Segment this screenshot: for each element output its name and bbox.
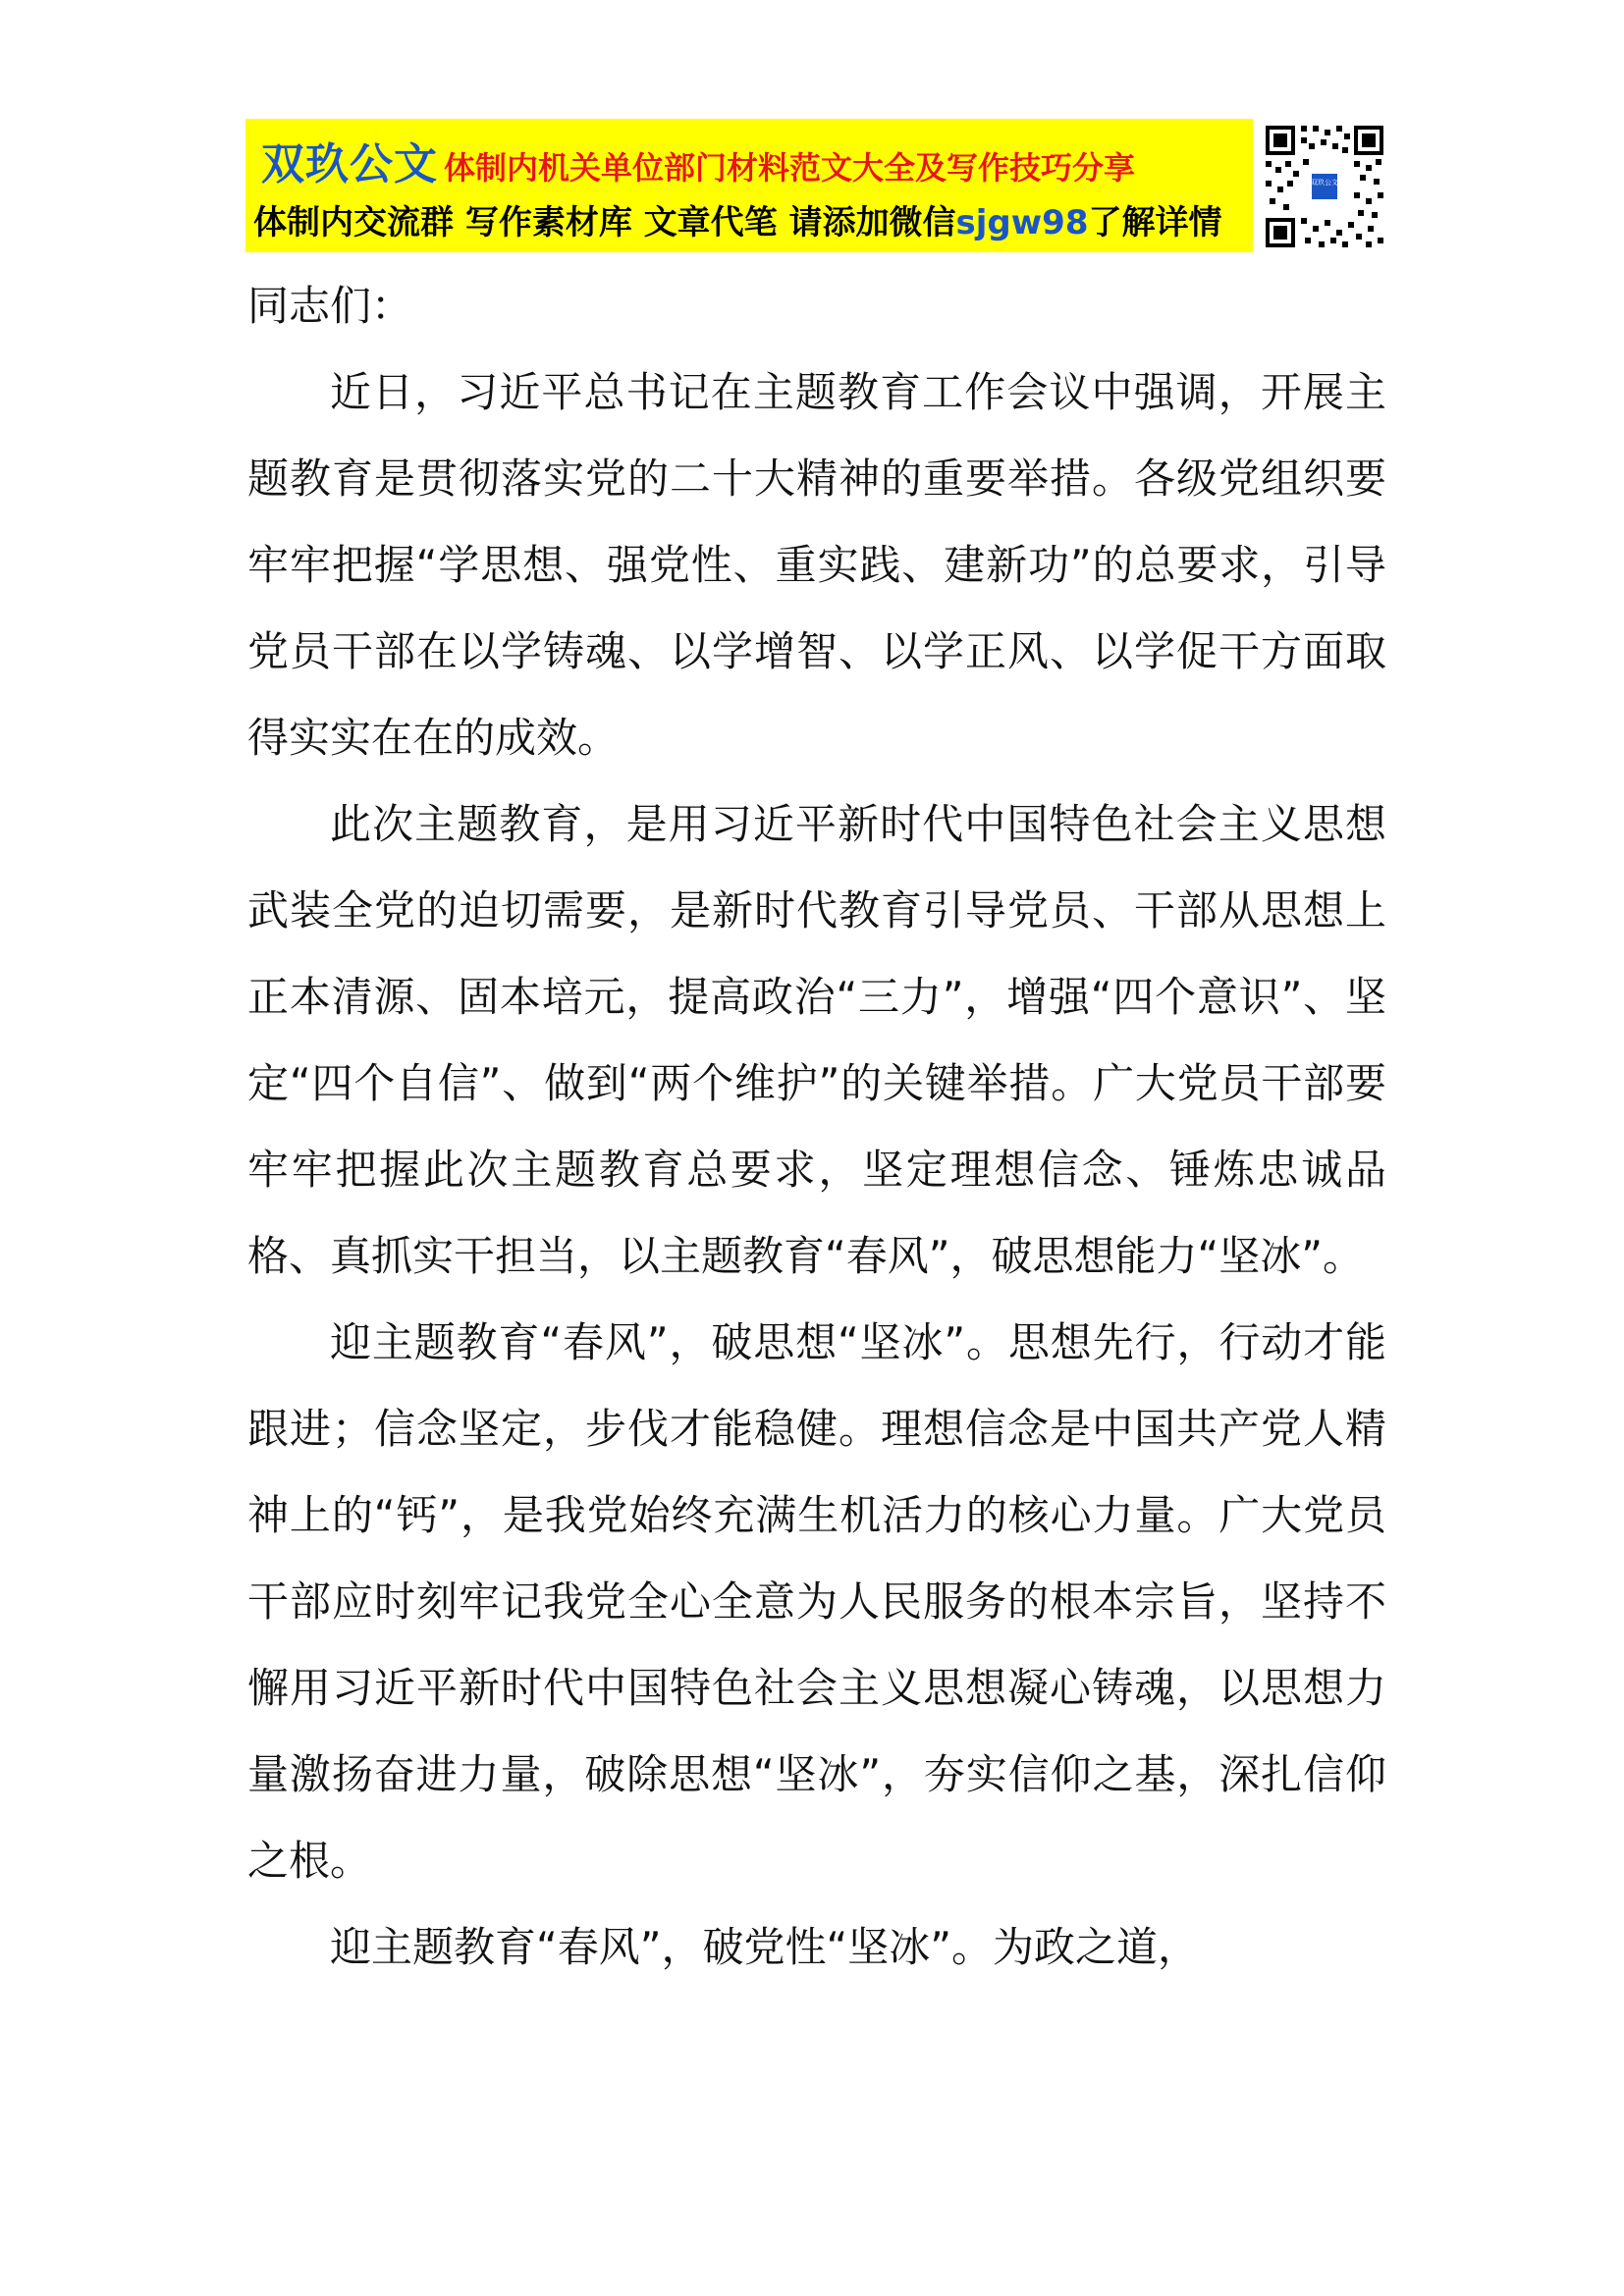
promo-banner [245, 119, 1253, 252]
cta-text: 体制内交流群 写作素材库 文章代笔 请添加微信 [253, 203, 956, 242]
salutation: 同志们： [247, 282, 413, 330]
paragraph-1: 近日，习近平总书记在主题教育工作会议中强调，开展主题教育是贯彻落实党的二十大精神的重要举措。各级党组织要牢牢把握“学思想、强党性、重实践、建新功”的总要求，引导党员干部在以学铸魂、以学增智、以学正风、以学促干方面取得实实在在的成效。 [247, 368, 1386, 762]
wechat-id: sjgw98 [955, 203, 1089, 242]
qr-center-label: 双玖公文 [1311, 179, 1338, 187]
banner-headline [245, 129, 1253, 189]
paragraph-4: 迎主题教育“春风”，破党性“坚冰”。为政之道， [330, 1923, 1200, 1971]
paragraph-2: 此次主题教育，是用习近平新时代中国特色社会主义思想武装全党的迫切需要，是新时代教育引导党员、干部从思想上正本清源、固本培元，提高政治“三力”，增强“四个意识”、坚定“四个自信”、做到“两个维护”的关键举措。广大党员干部要牢牢把握此次主题教育总要求，坚定理想信念、锤炼忠诚品格、真抓实干担当，以主题教育“春风”，破思想能力“坚冰”。 [247, 800, 1386, 1280]
qr-code-icon [1264, 124, 1385, 249]
banner-slogan: 体制内机关单位部门材料范文大全及写作技巧分享 [444, 149, 1136, 187]
brand-name: 双玖公文 [261, 139, 438, 189]
banner-call-to-action [245, 195, 1253, 246]
paragraph-3: 迎主题教育“春风”，破思想“坚冰”。思想先行，行动才能跟进；信念坚定，步伐才能稳健。理想信念是中国共产党人精神上的“钙”，是我党始终充满生机活力的核心力量。广大党员干部应时刻牢记我党全心全意为人民服务的根本宗旨，坚持不懈用习近平新时代中国特色社会主义思想凝心铸魂，以思想力量激扬奋进力量，破除思想“坚冰”，夯实信仰之基，深扎信仰之根。 [247, 1318, 1386, 1885]
document-body [247, 263, 1386, 1991]
cta-suffix: 了解详情 [1088, 203, 1222, 242]
